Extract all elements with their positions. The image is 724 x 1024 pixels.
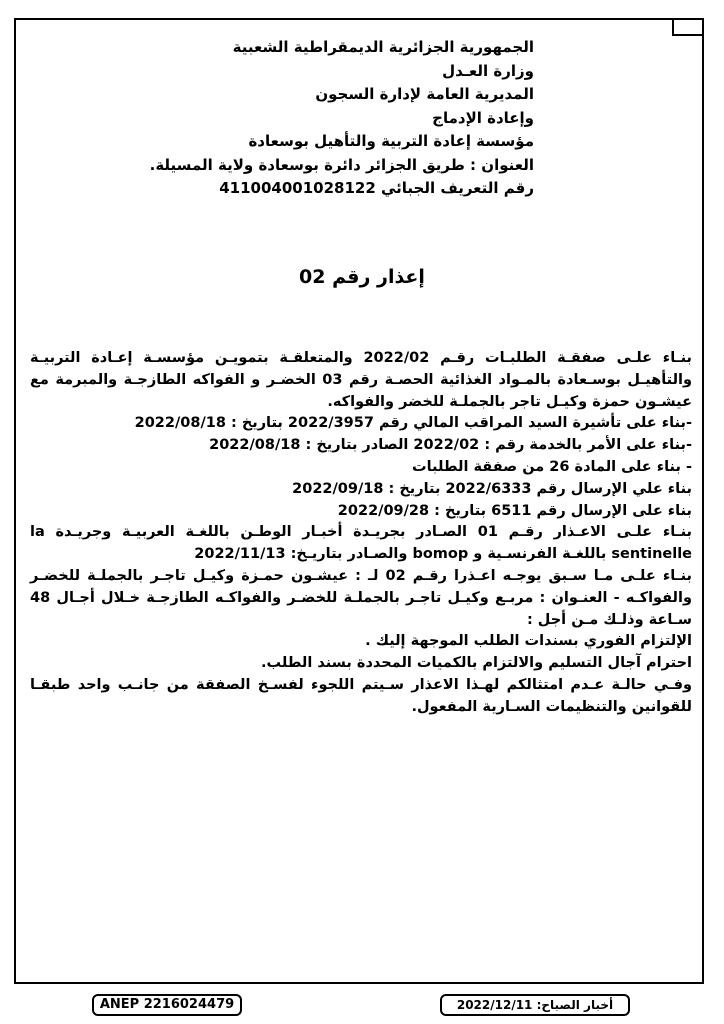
header-institution: مؤسسة إعادة التربية والتأهيل بوسعادة [248, 132, 534, 150]
paragraph-termination: وفـي حالـة عـدم امتثالكم لهـذا الاعذار سـيتم اللجوء لفسـخ الصفقة من جانـب واحد طبقـا للقوانين والتنظيمات السـارية المفعول. [30, 676, 692, 715]
header-republic: الجمهورية الجزائرية الديمقراطية الشعبية [232, 38, 534, 56]
anep-reference: ANEP 2216024479 [92, 994, 242, 1016]
paragraph-first-notice: بنـاء علـى الاعـذار رقـم 01 الصـادر بجريـدة أخبـار الوطـن باللغـة العربيـة وجريـدة la sentinelle باللغـة الفرنسـية و bomop والصـادر بتاريـخ: 2022/11/13 [30, 524, 692, 563]
paragraph-addressee: بنـاء علـى مـا سـبق يوجـه اعـذرا رقـم 02 لـ : عيشـون حمـزة وكيـل تاجـر بالجملـة للخضـر والفواكـه - العنـوان : مربـع وكيـل تاجـر بالجملـة للخضـر والفواكـه الطازجـة خـلال أجـال 48 سـاعة وذلـك مـن أجل : [30, 567, 692, 628]
header-ministry: وزارة العـدل [442, 61, 534, 80]
paragraph-dispatch-1: بناء علي الإرسال رقم 2022/6333 بتاريخ : 2022/09/18 [292, 480, 692, 497]
header-address: العنوان : طريق الجزائر دائرة بوسعادة ولاية المسيلة. [149, 155, 534, 174]
paragraph-contract: بنـاء علـى صفقـة الطلبـات رقـم 2022/02 والمتعلقـة بتمويـن مؤسسـة إعـادة التربيـة والتأهيـل بوسـعادة بالمـواد الغذائية الحصـة رقم 03 الخضـر و الفواكه الطازجـة والمبرمة مع عيشـون حمزة وكيـل تاجر بالجملـة للخضر والفواكه. [30, 350, 692, 410]
header-block [114, 36, 534, 201]
page-title: إعذار رقم 02 [299, 266, 425, 288]
header-tax-id: رقم التعريف الجبائي 411004001028122 [219, 179, 534, 197]
paragraph-commitment: الإلتزام الفوري بسندات الطلب الموجهة إليك . [365, 633, 692, 650]
paragraph-article: - بناء على المادة 26 من صفقة الطلبات [412, 458, 692, 475]
paragraph-visa: -بناء على تأشيرة السيد المراقب المالي رقم 2022/3957 بتاريخ : 2022/08/18 [134, 415, 692, 432]
header-directorate: المديرية العامة لإدارة السجون [315, 85, 534, 103]
paragraph-dispatch-2: بناء على الإرسال رقم 6511 بتاريخ : 2022/09/28 [337, 502, 692, 519]
corner-mark [672, 20, 702, 36]
paragraph-delivery: احترام آجال التسليم والالتزام بالكميات المحددة بسند الطلب. [261, 655, 692, 672]
paragraph-service-order: -بناء على الأمر بالخدمة رقم : 2022/02 الصادر بتاريخ : 2022/08/18 [209, 437, 692, 454]
notice-body [30, 348, 692, 719]
header-reintegration: وإعادة الإدماج [432, 108, 534, 127]
newspaper-source: أخبار الصباح: 2022/12/11 [440, 994, 630, 1016]
